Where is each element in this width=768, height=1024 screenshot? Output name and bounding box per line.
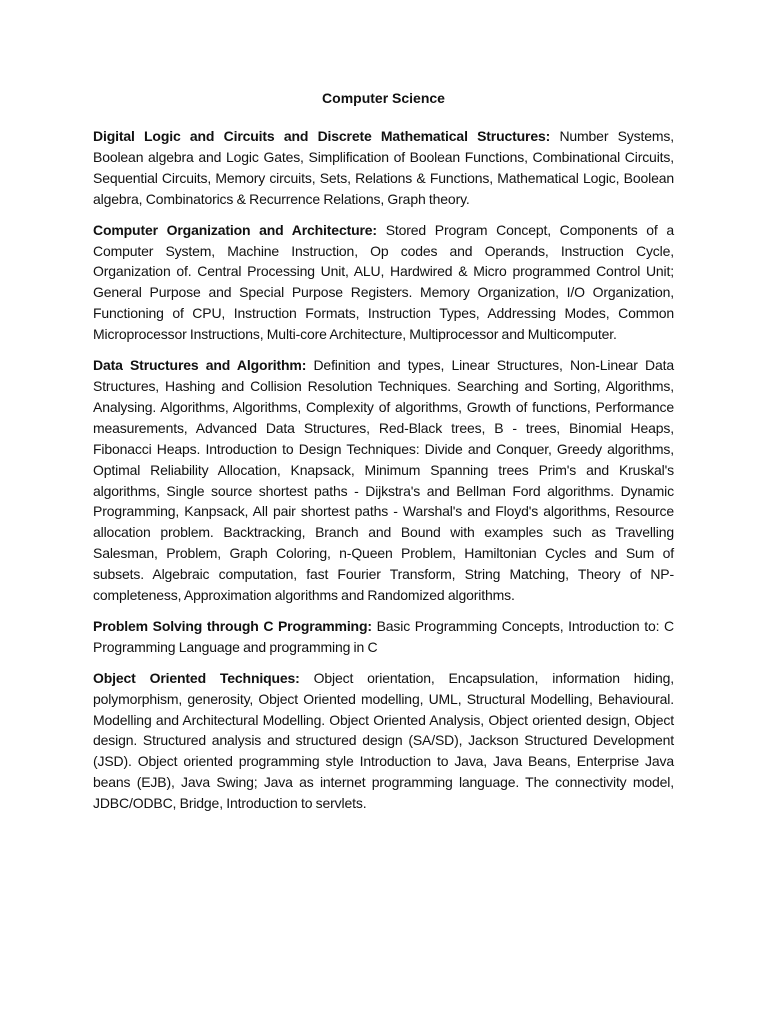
section-digital-logic — [93, 126, 674, 210]
document-page — [93, 88, 674, 824]
section-object-oriented — [93, 668, 674, 814]
section-body: Stored Program Concept, Components of a Computer System, Machine Instruction, Op codes and Operands, Instruction Cycle, Organization of. Central Processing Unit, ALU, Hardwired & Micro programmed Control Unit; General Purpose and Special Purpose Registers. Memory Organization, I/O Organization, Functioning of CPU, Instruction Formats, Instruction Types, Addressing Modes, Common Microprocessor Instructions, Multi-core Architecture, Multiprocessor and Multicomputer. — [93, 221, 675, 343]
section-heading: Data Structures and Algorithm: — [93, 357, 307, 374]
section-heading: Problem Solving through C Programming: — [93, 617, 372, 634]
section-body: Basic Programming Concepts, Introduction to: C Programming Language and programming in C — [93, 617, 674, 655]
section-heading: Object Oriented Techniques: — [93, 669, 300, 686]
section-data-structures — [93, 355, 674, 606]
section-heading: Digital Logic and Circuits and Discrete Mathematical Structures: — [93, 128, 551, 144]
page-title: Computer Science — [322, 90, 445, 106]
section-body: Number Systems, Boolean algebra and Logic Gates, Simplification of Boolean Functions, Combinational Circuits, Sequential Circuits, Memory circuits, Sets, Relations & Functions, Mathematical Logic, Boolean algebra, Combinatorics & Recurrence Relations, Graph theory. — [93, 128, 674, 207]
section-computer-organization — [93, 220, 674, 345]
section-body: Object orientation, Encapsulation, information hiding, polymorphism, generosity, Object Oriented modelling, UML, Structural Modelling, Behavioural. Modelling and Architectural Modelling. Object Oriented Analysis, Object oriented design, Object design. Structured analysis and structured design (SA/SD), Jackson Structured Development (JSD). Object oriented programming style Introduction to Java, Java Beans, Enterprise Java beans (EJB), Java Swing; Java as internet programming language. The connectivity model, JDBC/ODBC, Bridge, Introduction to servlets. — [93, 669, 674, 812]
section-body: Definition and types, Linear Structures, Non-Linear Data Structures, Hashing and Collision Resolution Techniques. Searching and Sorting, Algorithms, Analysing. Algorithms, Algorithms, Complexity of algorithms, Growth of functions, Performance measurements, Advanced Data Structures, Red-Black trees, B - trees, Binomial Heaps, Fibonacci Heaps. Introduction to Design Techniques: Divide and Conquer, Greedy algorithms, Optimal Reliability Allocation, Knapsack, Minimum Spanning trees Prim's and Kruskal's algorithms, Single source shortest paths - Dijkstra's and Bellman Ford algorithms. Dynamic Programming, Kanpsack, All pair shortest paths - Warshal's and Floyd's algorithms, Resource allocation problem. Backtracking, Branch and Bound with examples such as Travelling Salesman, Problem, Graph Coloring, n-Queen Problem, Hamiltonian Cycles and Sum of subsets. Algebraic computation, fast Fourier Transform, String Matching, Theory of NP- completeness, Approximation algorithms and Randomized algorithms. — [93, 357, 674, 604]
section-c-programming — [93, 616, 674, 658]
section-heading: Computer Organization and Architecture: — [93, 221, 377, 238]
